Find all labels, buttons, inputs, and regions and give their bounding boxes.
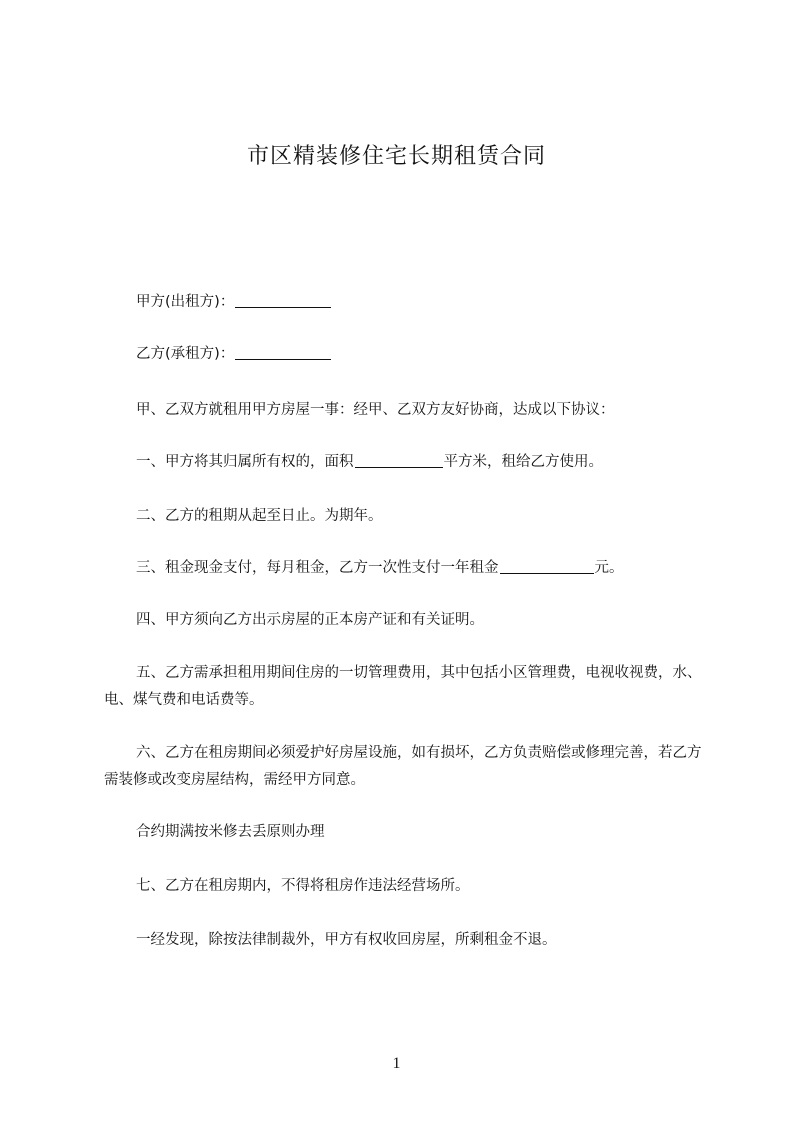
document-title: 市区精装修住宅长期租赁合同 — [246, 144, 546, 169]
party-b-blank — [235, 345, 331, 360]
clause-1 — [104, 449, 736, 476]
party-b-line — [104, 341, 736, 368]
party-a-line — [104, 289, 736, 316]
clause-6: 六、乙方在租房期间必须爱护好房屋设施，如有损坏，乙方负责赔偿或修理完善，若乙方需装修或改变房屋结构，需经甲方同意。 — [104, 745, 702, 788]
party-b-label: 乙方(承租方)： — [136, 346, 235, 362]
party-a-label: 甲方(出租方)： — [136, 294, 235, 310]
clause-2: 二、乙方的租期从起至日止。为期年。 — [136, 508, 383, 524]
clause-6-note: 合约期满按米修去丢原则办理 — [136, 824, 325, 840]
area-blank — [355, 453, 443, 468]
intro-paragraph: 甲、乙双方就租用甲方房屋一事：经甲、乙双方友好协商，达成以下协议： — [136, 402, 615, 418]
clause-7: 七、乙方在租房期内，不得将租房作违法经营场所。 — [136, 878, 470, 894]
rent-blank — [500, 559, 594, 574]
page-number: 1 — [392, 1055, 401, 1072]
clause-5: 五、乙方需承担租用期间住房的一切管理费用，其中包括小区管理费，电视收视费，水、电、煤气费和电话费等。 — [104, 665, 702, 708]
clause-3-prefix: 三、租金现金支付，每月租金，乙方一次性支付一年租金 — [136, 560, 499, 576]
clause-4: 四、甲方须向乙方出示房屋的正本房产证和有关证明。 — [136, 612, 484, 628]
clause-1-suffix: 平方米，租给乙方使用。 — [443, 454, 603, 470]
clause-1-prefix: 一、甲方将其归属所有权的，面积 — [136, 454, 354, 470]
clause-7-note: 一经发现，除按法律制裁外，甲方有权收回房屋，所剩租金不退。 — [136, 932, 557, 948]
clause-3 — [104, 555, 736, 582]
clause-3-suffix: 元。 — [594, 560, 624, 576]
party-a-blank — [235, 293, 331, 308]
